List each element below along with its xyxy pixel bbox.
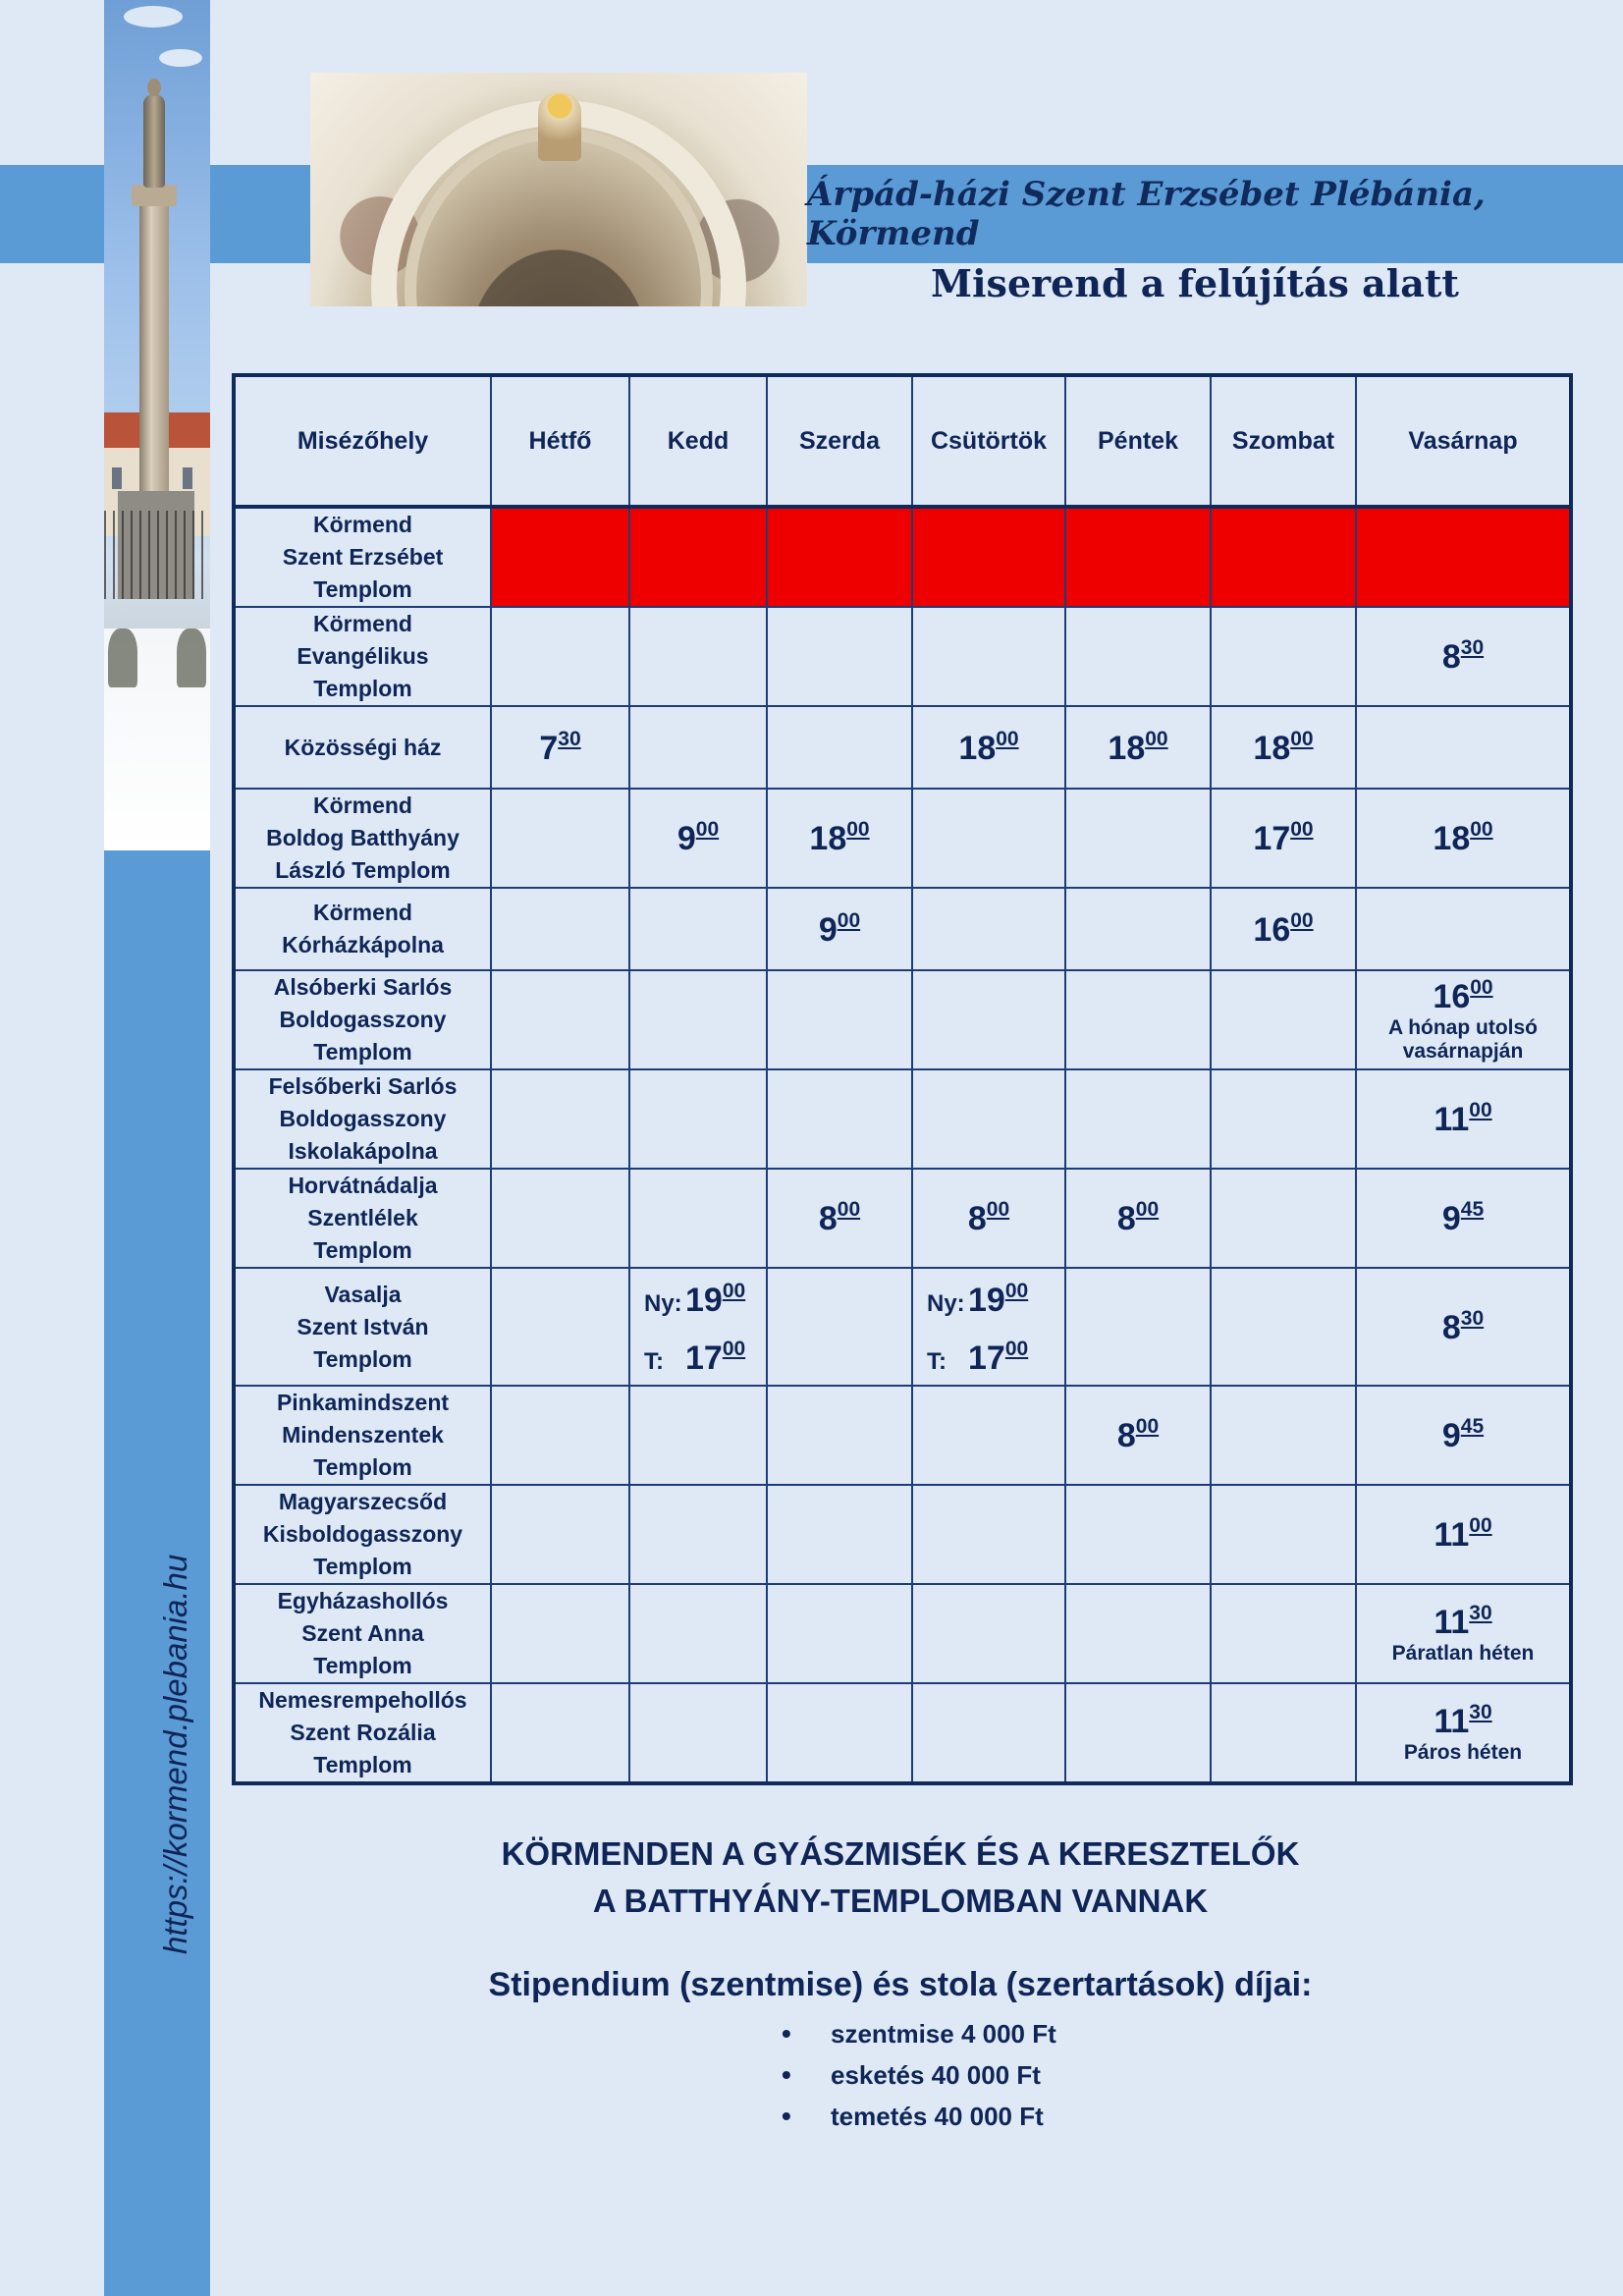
column-header-day: Csütörtök [912, 375, 1065, 507]
schedule-cell [1211, 1169, 1356, 1268]
schedule-cell [1065, 1683, 1211, 1783]
place-name-line: Boldogasszony [279, 1106, 447, 1131]
place-name-line: Boldog Batthyány [266, 825, 460, 850]
mass-time: $8^{00}$ [967, 1198, 1010, 1237]
schedule-cell [767, 789, 912, 888]
mass-time-minutes: 30 [1469, 1602, 1492, 1624]
mass-time-minutes: 00 [1135, 1415, 1160, 1438]
table-row [234, 1485, 1571, 1584]
mass-time: $18^{00}$ [1108, 727, 1168, 767]
place-name-line: Mindenszentek [282, 1422, 444, 1448]
schedule-cell [1065, 789, 1211, 888]
mass-time-minutes: 00 [1290, 818, 1314, 841]
schedule-cell [912, 1386, 1065, 1485]
place-name-line: Horvátnádalja [288, 1173, 438, 1198]
place-name-line: Körmend [313, 900, 412, 925]
mass-time: $11^{00}$ [1434, 1099, 1492, 1138]
place-name-line: Kisboldogasszony [262, 1521, 463, 1547]
place-name-line: Pinkamindszent [276, 1390, 450, 1415]
place-cell [234, 607, 491, 706]
mass-time: $9^{00}$ [818, 908, 861, 949]
mass-time: $17^{00}$ [685, 1338, 746, 1377]
mass-time-minutes: 30 [1469, 1701, 1492, 1723]
fees-list [782, 2013, 1056, 2137]
place-name-line: Templom [313, 1653, 412, 1678]
table-row [234, 789, 1571, 888]
mass-time-minutes: 00 [837, 908, 861, 932]
schedule-cell [491, 1584, 629, 1683]
schedule-cell [912, 1683, 1065, 1783]
mass-time-minutes: 00 [1469, 1099, 1492, 1121]
column-header-day: Péntek [1065, 375, 1211, 507]
schedule-cell [1356, 1683, 1571, 1783]
mass-time: $8^{00}$ [1116, 1198, 1160, 1237]
mass-time: $11^{30}$ [1434, 1602, 1492, 1641]
schedule-cell [1356, 1069, 1571, 1169]
schedule-cell [767, 1268, 912, 1386]
schedule-cell [912, 1069, 1065, 1169]
schedule-cell [491, 1485, 629, 1584]
schedule-cell [1356, 1386, 1571, 1485]
mass-time-minutes: 00 [996, 727, 1019, 750]
schedule-cell [1356, 1268, 1571, 1386]
column-header-day: Kedd [629, 375, 767, 507]
mass-time-minutes: 00 [837, 1198, 861, 1221]
schedule-cell [1211, 706, 1356, 789]
mass-time-minutes: 45 [1460, 1198, 1485, 1221]
place-name-line: Templom [313, 1554, 412, 1579]
schedule-cell [629, 607, 767, 706]
schedule-cell [767, 1485, 912, 1584]
schedule-cell [912, 706, 1065, 789]
schedule-cell [629, 1683, 767, 1783]
schedule-cell [1356, 1485, 1571, 1584]
ny-label: Ny: [644, 1290, 682, 1317]
mass-time: $18^{00}$ [958, 727, 1019, 767]
schedule-cell [912, 1169, 1065, 1268]
place-cell [234, 507, 491, 607]
table-row [234, 507, 1571, 607]
place-cell [234, 1485, 491, 1584]
schedule-cell [1065, 1268, 1211, 1386]
schedule-cell [1211, 1584, 1356, 1683]
statue-column-photo [104, 0, 210, 850]
schedule-cell [912, 1584, 1065, 1683]
mass-time-minutes: 00 [695, 818, 720, 841]
place-cell [234, 1683, 491, 1783]
column-header-place: Misézőhely [234, 375, 491, 507]
weekday-time-ny [630, 1269, 766, 1327]
place-name-line: Alsóberki Sarlós [273, 974, 453, 1000]
place-cell [234, 1584, 491, 1683]
schedule-cell [767, 1683, 912, 1783]
schedule-cell [912, 1485, 1065, 1584]
closed-cell [491, 507, 629, 607]
schedule-cell [1211, 888, 1356, 970]
schedule-cell [629, 1268, 767, 1386]
schedule-cell [491, 1268, 629, 1386]
schedule-cell [491, 970, 629, 1069]
mass-time: $9^{45}$ [1441, 1198, 1485, 1237]
table-row [234, 1386, 1571, 1485]
mass-time-minutes: 30 [1460, 1306, 1485, 1330]
weekday-time-t [913, 1327, 1064, 1385]
place-name-line: Kórházkápolna [282, 932, 444, 957]
place-name-line: Szent Rozália [290, 1720, 436, 1745]
schedule-cell [1211, 970, 1356, 1069]
schedule-cell [629, 789, 767, 888]
schedule-cell [767, 607, 912, 706]
fee-item: • temetés 40 000 Ft [782, 2096, 1056, 2137]
mass-time: $19^{00}$ [685, 1280, 746, 1319]
place-name-line: Körmend [313, 611, 412, 636]
place-name-line: Szent Anna [301, 1620, 424, 1646]
column-header-day: Szombat [1211, 375, 1356, 507]
schedule-cell [1065, 970, 1211, 1069]
schedule-cell [912, 888, 1065, 970]
mass-time-minutes: 45 [1460, 1415, 1485, 1438]
ny-label: Ny: [927, 1290, 965, 1317]
funeral-baptism-notice [232, 1831, 1569, 1925]
fees-title: Stipendium (szentmise) és stola (szertartások) díjai: [488, 1966, 1313, 2003]
schedule-cell [491, 706, 629, 789]
church-fresco-photo [310, 73, 807, 306]
schedule-cell [912, 789, 1065, 888]
table-row [234, 607, 1571, 706]
parish-name: Árpád-házi Szent Erzsébet Plébánia, Körmend [807, 175, 1486, 253]
mass-time: $8^{00}$ [1116, 1415, 1160, 1454]
mass-time: $11^{30}$ [1434, 1701, 1492, 1740]
website-url[interactable]: https://kormend.plebania.hu [157, 1554, 193, 1954]
place-name-line: László Templom [275, 857, 451, 883]
mass-time: $18^{00}$ [809, 818, 870, 857]
t-label: T: [644, 1348, 664, 1375]
schedule-cell [1065, 1584, 1211, 1683]
mass-time: $7^{30}$ [539, 727, 581, 767]
mass-time-minutes: 00 [1135, 1198, 1160, 1221]
schedule-cell [1211, 1268, 1356, 1386]
place-name-line: Felsőberki Sarlós [268, 1073, 458, 1099]
notice-line-1: KÖRMENDEN A GYÁSZMISÉK ÉS A KERESZTELŐK [501, 1835, 1300, 1872]
mass-time-minutes: 00 [1145, 727, 1168, 750]
schedule-cell [1065, 1386, 1211, 1485]
schedule-cell [1211, 1069, 1356, 1169]
schedule-cell [491, 1386, 629, 1485]
place-name-line: Közösségi ház [284, 734, 442, 760]
place-name-line: Körmend [313, 793, 412, 818]
place-name-line: Körmend [313, 512, 412, 537]
mass-time-minutes: 00 [1004, 1280, 1029, 1302]
table-row [234, 888, 1571, 970]
mass-schedule-table [232, 373, 1573, 1785]
mass-time-minutes: 30 [558, 727, 581, 750]
schedule-cell [912, 1268, 1065, 1386]
schedule-cell [1065, 1169, 1211, 1268]
place-name-line: Vasalja [324, 1281, 402, 1307]
place-cell [234, 1268, 491, 1386]
place-cell [234, 1169, 491, 1268]
mass-time-minutes: 00 [722, 1338, 746, 1360]
place-name-line: Szentlélek [307, 1205, 418, 1230]
mass-time: $16^{00}$ [1433, 976, 1493, 1015]
mass-time-minutes: 00 [1469, 1514, 1492, 1537]
schedule-cell [1211, 789, 1356, 888]
schedule-cell [1065, 1485, 1211, 1584]
table-row [234, 1584, 1571, 1683]
time-note: Páros héten [1403, 1741, 1523, 1764]
place-name-line: Templom [313, 1237, 412, 1263]
schedule-cell [912, 607, 1065, 706]
time-note: A hónap utolsó vasárnapján [1387, 1016, 1539, 1063]
schedule-cell [491, 1683, 629, 1783]
schedule-cell [767, 1169, 912, 1268]
place-cell [234, 1386, 491, 1485]
schedule-cell [1065, 888, 1211, 970]
schedule-cell [767, 1584, 912, 1683]
schedule-cell [629, 1386, 767, 1485]
place-cell [234, 706, 491, 789]
schedule-cell [1356, 1169, 1571, 1268]
weekday-time-t [630, 1327, 766, 1385]
closed-cell [767, 507, 912, 607]
place-name-line: Evangélikus [297, 643, 429, 669]
mass-time: $11^{00}$ [1434, 1514, 1492, 1554]
column-header-day: Vasárnap [1356, 375, 1571, 507]
mass-time-minutes: 00 [1290, 727, 1314, 750]
closed-cell [912, 507, 1065, 607]
closed-cell [1356, 507, 1571, 607]
fee-item: • szentmise 4 000 Ft [782, 2013, 1056, 2054]
table-row [234, 1169, 1571, 1268]
closed-cell [629, 507, 767, 607]
table-row [234, 1683, 1571, 1783]
schedule-cell [1356, 1584, 1571, 1683]
schedule-cell [491, 1069, 629, 1169]
schedule-cell [1356, 607, 1571, 706]
schedule-cell [629, 1069, 767, 1169]
table-row [234, 706, 1571, 789]
mass-time: $8^{30}$ [1441, 1306, 1485, 1346]
schedule-cell [629, 706, 767, 789]
mass-time: $8^{30}$ [1441, 636, 1485, 676]
place-name-line: Templom [313, 1454, 412, 1480]
schedule-cell [1356, 970, 1571, 1069]
place-name-line: Iskolakápolna [288, 1138, 438, 1164]
schedule-cell [767, 1069, 912, 1169]
place-name-line: Templom [313, 676, 412, 701]
schedule-cell [1356, 888, 1571, 970]
schedule-cell [767, 888, 912, 970]
place-name-line: Templom [313, 1039, 412, 1065]
place-cell [234, 789, 491, 888]
column-header-day: Szerda [767, 375, 912, 507]
place-name-line: Szent Erzsébet [282, 544, 444, 570]
mass-time: $9^{00}$ [676, 818, 720, 857]
schedule-cell [1065, 706, 1211, 789]
place-name-line: Boldogasszony [279, 1007, 447, 1032]
mass-time-minutes: 00 [1004, 1338, 1029, 1360]
schedule-cell [1211, 1485, 1356, 1584]
column-header-day: Hétfő [491, 375, 629, 507]
schedule-cell [1065, 1069, 1211, 1169]
schedule-cell [1211, 1683, 1356, 1783]
place-name-line: Templom [313, 576, 412, 602]
schedule-cell [629, 1485, 767, 1584]
place-name-line: Magyarszecsőd [278, 1489, 448, 1514]
schedule-cell [767, 970, 912, 1069]
table-header-row [234, 375, 1571, 507]
time-note: Páratlan héten [1391, 1642, 1535, 1665]
mass-time: $18^{00}$ [1253, 727, 1314, 767]
closed-cell [1211, 507, 1356, 607]
schedule-cell [1211, 1386, 1356, 1485]
schedule-cell [767, 1386, 912, 1485]
schedule-cell [1356, 789, 1571, 888]
schedule-cell [629, 1584, 767, 1683]
schedule-cell [1065, 607, 1211, 706]
page-title: Miserend a felújítás alatt [931, 261, 1459, 305]
weekday-time-ny [913, 1269, 1064, 1327]
place-cell [234, 888, 491, 970]
mass-time: $19^{00}$ [968, 1280, 1029, 1319]
mass-time-minutes: 00 [1290, 908, 1314, 932]
schedule-cell [491, 1169, 629, 1268]
table-row [234, 1268, 1571, 1386]
mass-time: $9^{45}$ [1441, 1415, 1485, 1454]
schedule-cell [767, 706, 912, 789]
mass-time-minutes: 00 [1470, 976, 1493, 999]
mass-time-minutes: 00 [722, 1280, 746, 1302]
place-name-line: Szent István [297, 1313, 429, 1339]
schedule-cell [491, 888, 629, 970]
place-name-line: Templom [313, 1752, 412, 1777]
mass-time-minutes: 00 [846, 818, 870, 841]
schedule-cell [629, 888, 767, 970]
mass-time: $17^{00}$ [1253, 818, 1314, 857]
t-label: T: [927, 1348, 947, 1375]
fee-item: • esketés 40 000 Ft [782, 2054, 1056, 2096]
schedule-cell [491, 607, 629, 706]
mass-time: $17^{00}$ [968, 1338, 1029, 1377]
mass-time-minutes: 00 [1470, 818, 1493, 841]
place-cell [234, 970, 491, 1069]
place-name-line: Nemesrempehollós [258, 1687, 467, 1713]
schedule-cell [491, 789, 629, 888]
schedule-cell [629, 970, 767, 1069]
closed-cell [1065, 507, 1211, 607]
table-row [234, 1069, 1571, 1169]
place-name-line: Egyházashollós [277, 1588, 449, 1613]
schedule-cell [629, 1169, 767, 1268]
mass-time: $8^{00}$ [818, 1198, 861, 1237]
place-name-line: Templom [313, 1345, 412, 1372]
schedule-cell [912, 970, 1065, 1069]
mass-time: $16^{00}$ [1253, 908, 1314, 949]
place-cell [234, 1069, 491, 1169]
mass-time: $18^{00}$ [1433, 818, 1493, 857]
schedule-cell [1211, 607, 1356, 706]
mass-time-minutes: 30 [1460, 636, 1485, 659]
schedule-cell [1356, 706, 1571, 789]
mass-time-minutes: 00 [986, 1198, 1010, 1221]
table-row [234, 970, 1571, 1069]
notice-line-2: A BATTHYÁNY-TEMPLOMBAN VANNAK [592, 1883, 1209, 1919]
